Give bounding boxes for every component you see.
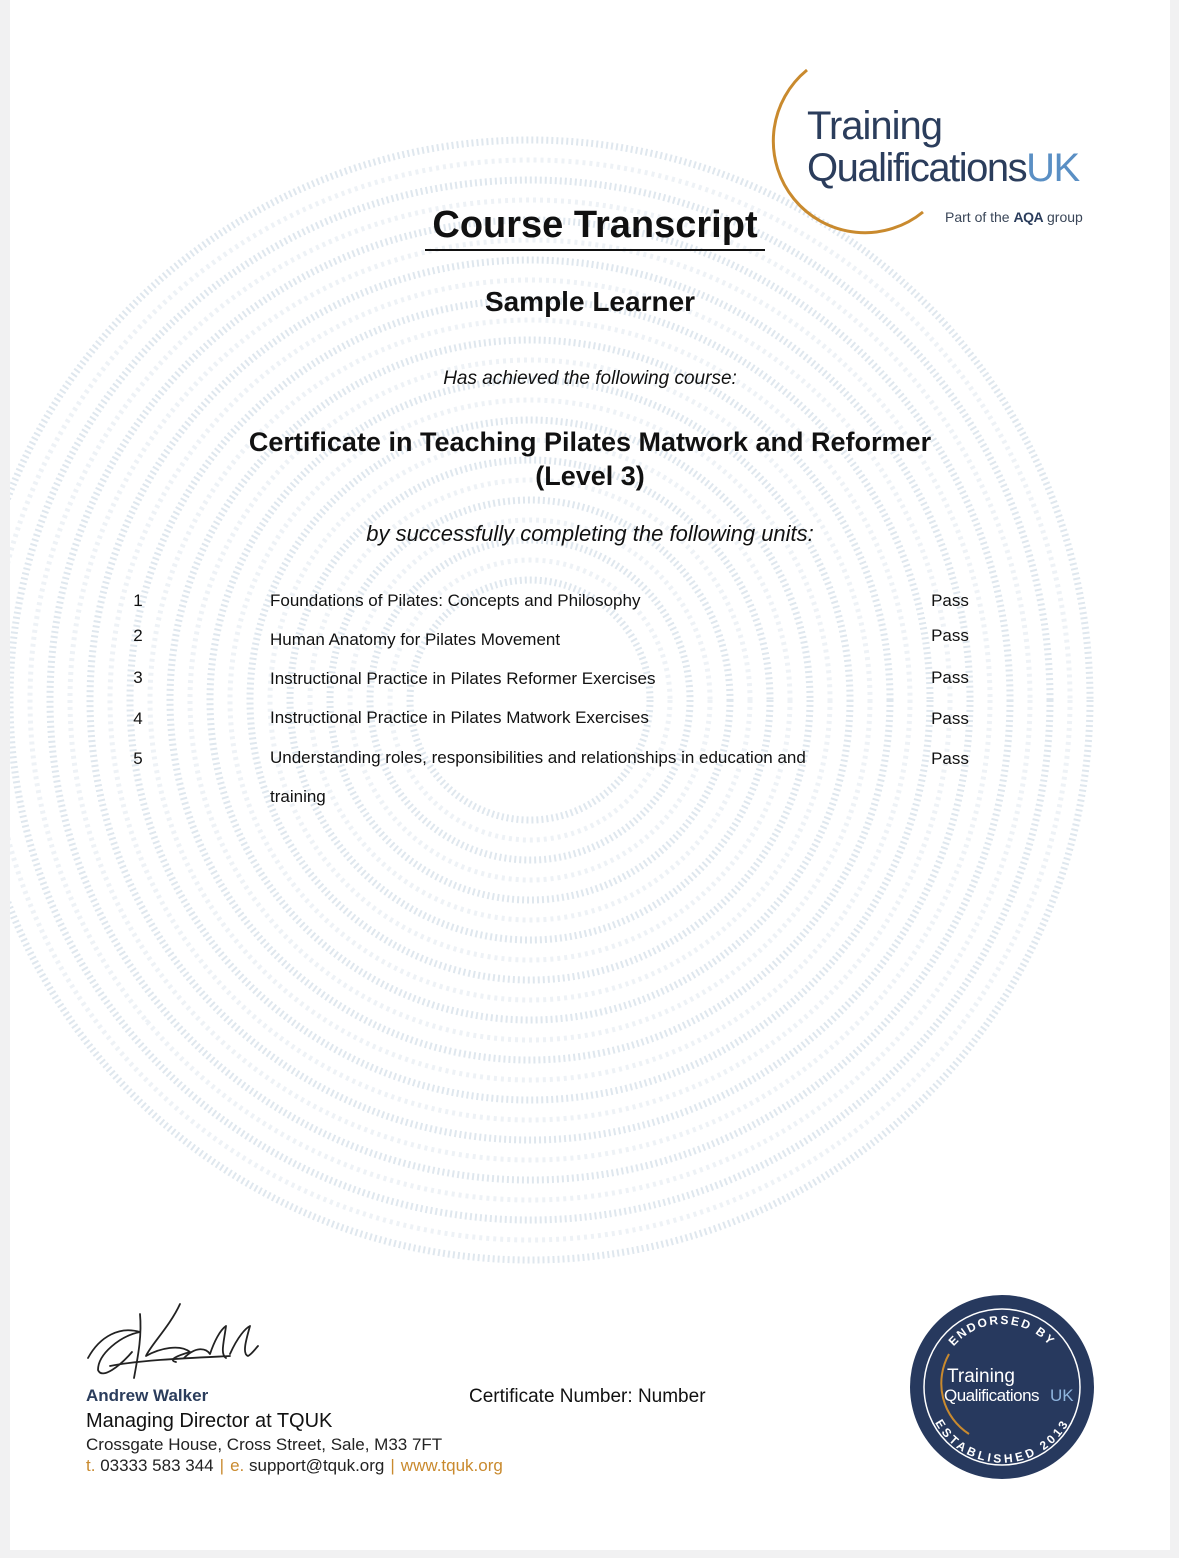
signatory-name: Andrew Walker — [86, 1386, 209, 1405]
unit-number: 5 — [133, 749, 143, 768]
phone-prefix: t. — [86, 1456, 96, 1475]
tagline-pre: Part of the — [945, 209, 1010, 225]
tagline-post: group — [1047, 209, 1083, 225]
unit-result: Pass — [931, 709, 969, 728]
unit-number: 2 — [133, 626, 143, 645]
phone-number: 03333 583 344 — [100, 1456, 214, 1475]
unit-result: Pass — [931, 749, 969, 768]
unit-name: Instructional Practice in Pilates Reformer Exercises — [270, 669, 656, 688]
seal-bottom-text: ESTABLISHED 2013 — [932, 1416, 1072, 1466]
unit-name: Foundations of Pilates: Concepts and Philosophy — [270, 591, 641, 610]
logo-qualifications — [807, 146, 1079, 191]
logo-qualifications-text: Qualifications — [807, 146, 1027, 190]
email-prefix: e. — [230, 1456, 245, 1475]
separator: | — [390, 1456, 395, 1475]
certificate-number: Certificate Number: Number — [469, 1386, 706, 1407]
endorsement-seal — [909, 1294, 1095, 1480]
signatory-contact — [86, 1456, 503, 1476]
tagline-aqa: AQA — [1013, 209, 1044, 225]
learner-name: Sample Learner — [484, 286, 696, 317]
unit-name: Instructional Practice in Pilates Matwork Exercises — [270, 708, 649, 727]
logo-tagline — [945, 209, 1083, 225]
unit-number: 3 — [133, 668, 143, 687]
unit-result: Pass — [931, 591, 969, 610]
logo-uk-text: UK — [1026, 146, 1079, 190]
seal-top-text: ENDORSED BY — [945, 1312, 1059, 1349]
signatory-role: Managing Director at TQUK — [86, 1410, 333, 1432]
unit-result: Pass — [931, 668, 969, 687]
transcript-page — [10, 0, 1170, 1550]
seal-uk-text: UK — [1050, 1386, 1074, 1405]
course-title-line1: Certificate in Teaching Pilates Matwork and Reformer — [248, 427, 932, 457]
seal-qualifications-text: Qualifications — [944, 1386, 1040, 1405]
signatory-address: Crossgate House, Cross Street, Sale, M33 7FT — [86, 1435, 443, 1454]
page-title: Course Transcript — [425, 204, 765, 251]
logo-training: Training — [807, 104, 943, 148]
unit-name: Human Anatomy for Pilates Movement — [270, 630, 561, 649]
unit-result: Pass — [931, 626, 969, 645]
course-title-line2: (Level 3) — [535, 461, 645, 491]
signature-icon — [80, 1296, 260, 1386]
seal-training-text: Training — [947, 1366, 1015, 1387]
website-link[interactable]: www.tquk.org — [400, 1456, 503, 1475]
unit-number: 1 — [133, 591, 143, 610]
units-intro: by successfully completing the following units: — [366, 521, 814, 546]
course-title — [10, 425, 1170, 493]
separator: | — [219, 1456, 225, 1475]
unit-name: Understanding roles, responsibilities and relationships in education and training — [270, 748, 806, 806]
achieved-text: Has achieved the following course: — [443, 368, 737, 389]
email-link[interactable]: support@tquk.org — [248, 1456, 385, 1475]
unit-number: 4 — [133, 709, 143, 728]
